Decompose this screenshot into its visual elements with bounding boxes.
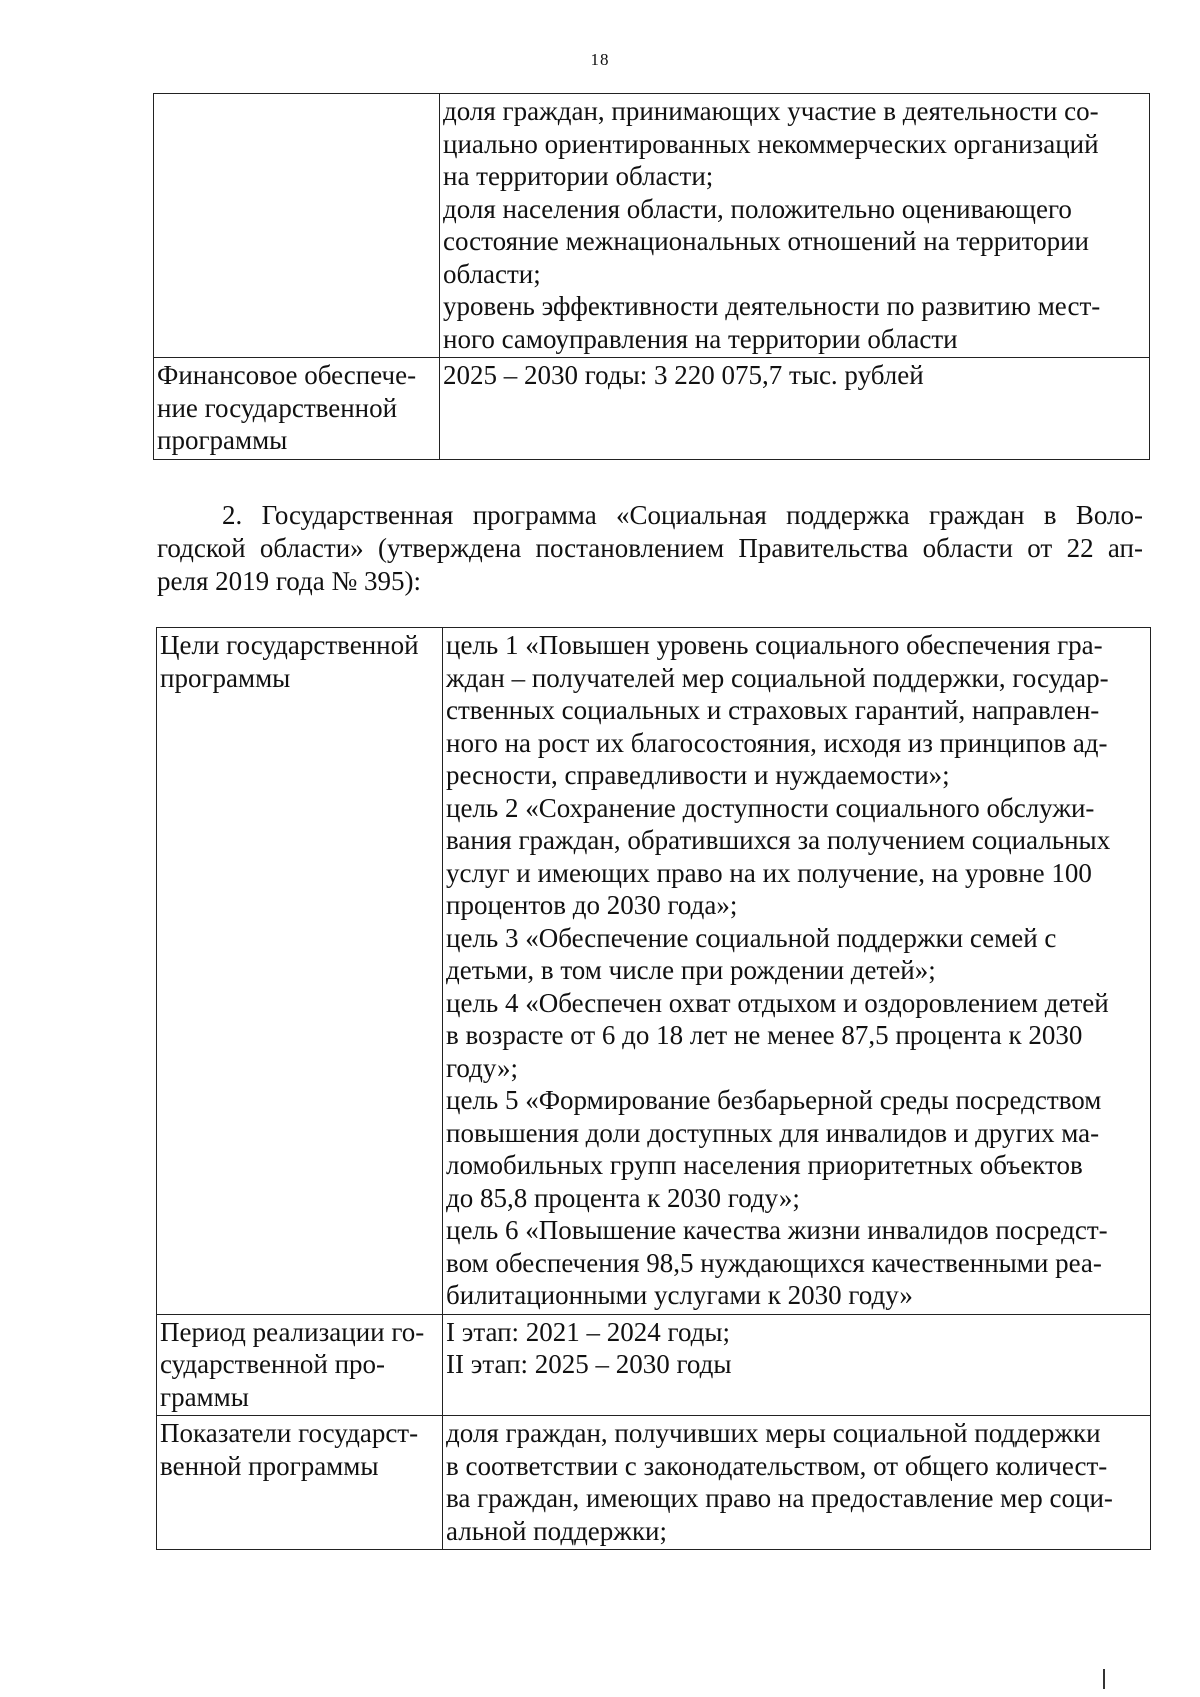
cell-text-line: цель 3 «Обеспечение социальной поддержки семей с	[446, 922, 1057, 953]
cell-text-line: программы	[157, 425, 288, 455]
table-row	[154, 358, 1150, 460]
cell-text-line: области;	[443, 258, 541, 289]
paragraph-line: реля 2019 года № 395):	[157, 566, 421, 596]
cell-text-line: цель 4 «Обеспечен охват отдыхом и оздоровлением детей	[446, 987, 1109, 1018]
table-row	[157, 1416, 1151, 1550]
cell-text-line: ного самоуправления на территории области	[443, 323, 958, 354]
goals-label-cell	[157, 628, 443, 1315]
paragraph-line: 2. Государственная программа «Социальная поддержка граждан в Воло-	[222, 500, 1143, 530]
cell-text-line: повышения доли доступных для инвалидов и других ма-	[446, 1117, 1100, 1148]
cell-text-line: ного на рост их благосостояния, исходя из принципов ад-	[446, 727, 1108, 758]
cell-text-line: I этап: 2021 – 2024 годы;	[446, 1316, 731, 1347]
table-row	[157, 628, 1151, 1315]
cell-text-line: Показатели государст-	[160, 1418, 419, 1448]
scan-edge-mark	[1103, 1669, 1105, 1689]
cell-text-line: ломобильных групп населения приоритетных объектов	[446, 1150, 1083, 1180]
cell-text-line: 2025 – 2030 годы: 3 220 075,7 тыс. рублей	[443, 360, 924, 390]
cell-text-line: цель 6 «Повышение качества жизни инвалидов посредст-	[446, 1215, 1108, 1245]
cell-text-line: сударственной про-	[160, 1349, 386, 1379]
cell-text-line: ние государственной	[157, 392, 398, 423]
cell-text-line: вом обеспечения 98,5 нуждающихся качественными реа-	[446, 1247, 1102, 1278]
cell-text-line: на территории области;	[443, 161, 714, 191]
paragraph-line: годской области» (утверждена постановлением Правительства области от 22 ап-	[157, 533, 1143, 563]
cell-text-line: граммы	[160, 1381, 249, 1412]
cell-text-line: циально ориентированных некоммерческих организаций	[443, 128, 1099, 159]
cell-text-line: ственных социальных и страховых гарантий, направлен-	[446, 695, 1100, 725]
cell-text-line: Цели государственной	[160, 630, 419, 660]
cell-text-line: билитационными услугами к 2030 году»	[446, 1280, 913, 1310]
row-label-cell	[154, 94, 440, 358]
indicators-content-cell	[443, 1416, 1151, 1550]
cell-text-line: цель 1 «Повышен уровень социального обеспечения гра-	[446, 630, 1103, 660]
cell-text-line: детьми, в том числе при рождении детей»;	[446, 955, 936, 985]
cell-text-line: ва граждан, имеющих право на предоставление мер соци-	[446, 1483, 1113, 1513]
goals-content-cell	[443, 628, 1151, 1315]
cell-text-line: альной поддержки;	[446, 1515, 668, 1546]
cell-text-line: цель 2 «Сохранение доступности социального обслужи-	[446, 792, 1095, 823]
indicators-continued-cell	[440, 94, 1150, 358]
table-row	[154, 94, 1150, 358]
cell-text-line: Финансовое обеспече-	[157, 360, 417, 390]
cell-text-line: программы	[160, 662, 291, 693]
program-2-passport-table	[156, 627, 1151, 1550]
financing-value-cell	[440, 358, 1150, 460]
cell-text-line: Период реализации го-	[160, 1316, 425, 1347]
period-label-cell	[157, 1314, 443, 1416]
cell-text-line: доля граждан, принимающих участие в деятельности со-	[443, 96, 1099, 126]
page-number: 18	[590, 50, 610, 69]
cell-text-line: до 85,8 процента к 2030 году»;	[446, 1182, 800, 1213]
cell-text-line: процентов до 2030 года»;	[446, 890, 738, 920]
cell-text-line: состояние межнациональных отношений на территории	[443, 226, 1089, 256]
cell-text-line: цель 5 «Формирование безбарьерной среды посредством	[446, 1085, 1102, 1115]
period-content-cell	[443, 1314, 1151, 1416]
cell-text-line: в соответствии с законодательством, от общего количест-	[446, 1450, 1108, 1481]
cell-text-line: II этап: 2025 – 2030 годы	[446, 1349, 732, 1379]
cell-text-line: доля населения области, положительно оценивающего	[443, 193, 1072, 224]
financing-label-cell	[154, 358, 440, 460]
cell-text-line: услуг и имеющих право на их получение, на уровне 100	[446, 857, 1092, 888]
indicators-label-cell	[157, 1416, 443, 1550]
table-row	[157, 1314, 1151, 1416]
program-1-passport-table	[153, 93, 1150, 460]
program-2-intro-paragraph	[157, 499, 1143, 598]
cell-text-line: вания граждан, обратившихся за получением социальных	[446, 825, 1111, 855]
cell-text-line: ждан – получателей мер социальной поддержки, государ-	[446, 662, 1109, 693]
cell-text-line: доля граждан, получивших меры социальной поддержки	[446, 1418, 1101, 1448]
cell-text-line: году»;	[446, 1052, 519, 1083]
cell-text-line: ресности, справедливости и нуждаемости»;	[446, 760, 950, 790]
cell-text-line: в возрасте от 6 до 18 лет не менее 87,5 процента к 2030	[446, 1020, 1083, 1050]
cell-text-line: уровень эффективности деятельности по развитию мест-	[443, 291, 1101, 321]
cell-text-line: венной программы	[160, 1450, 379, 1481]
